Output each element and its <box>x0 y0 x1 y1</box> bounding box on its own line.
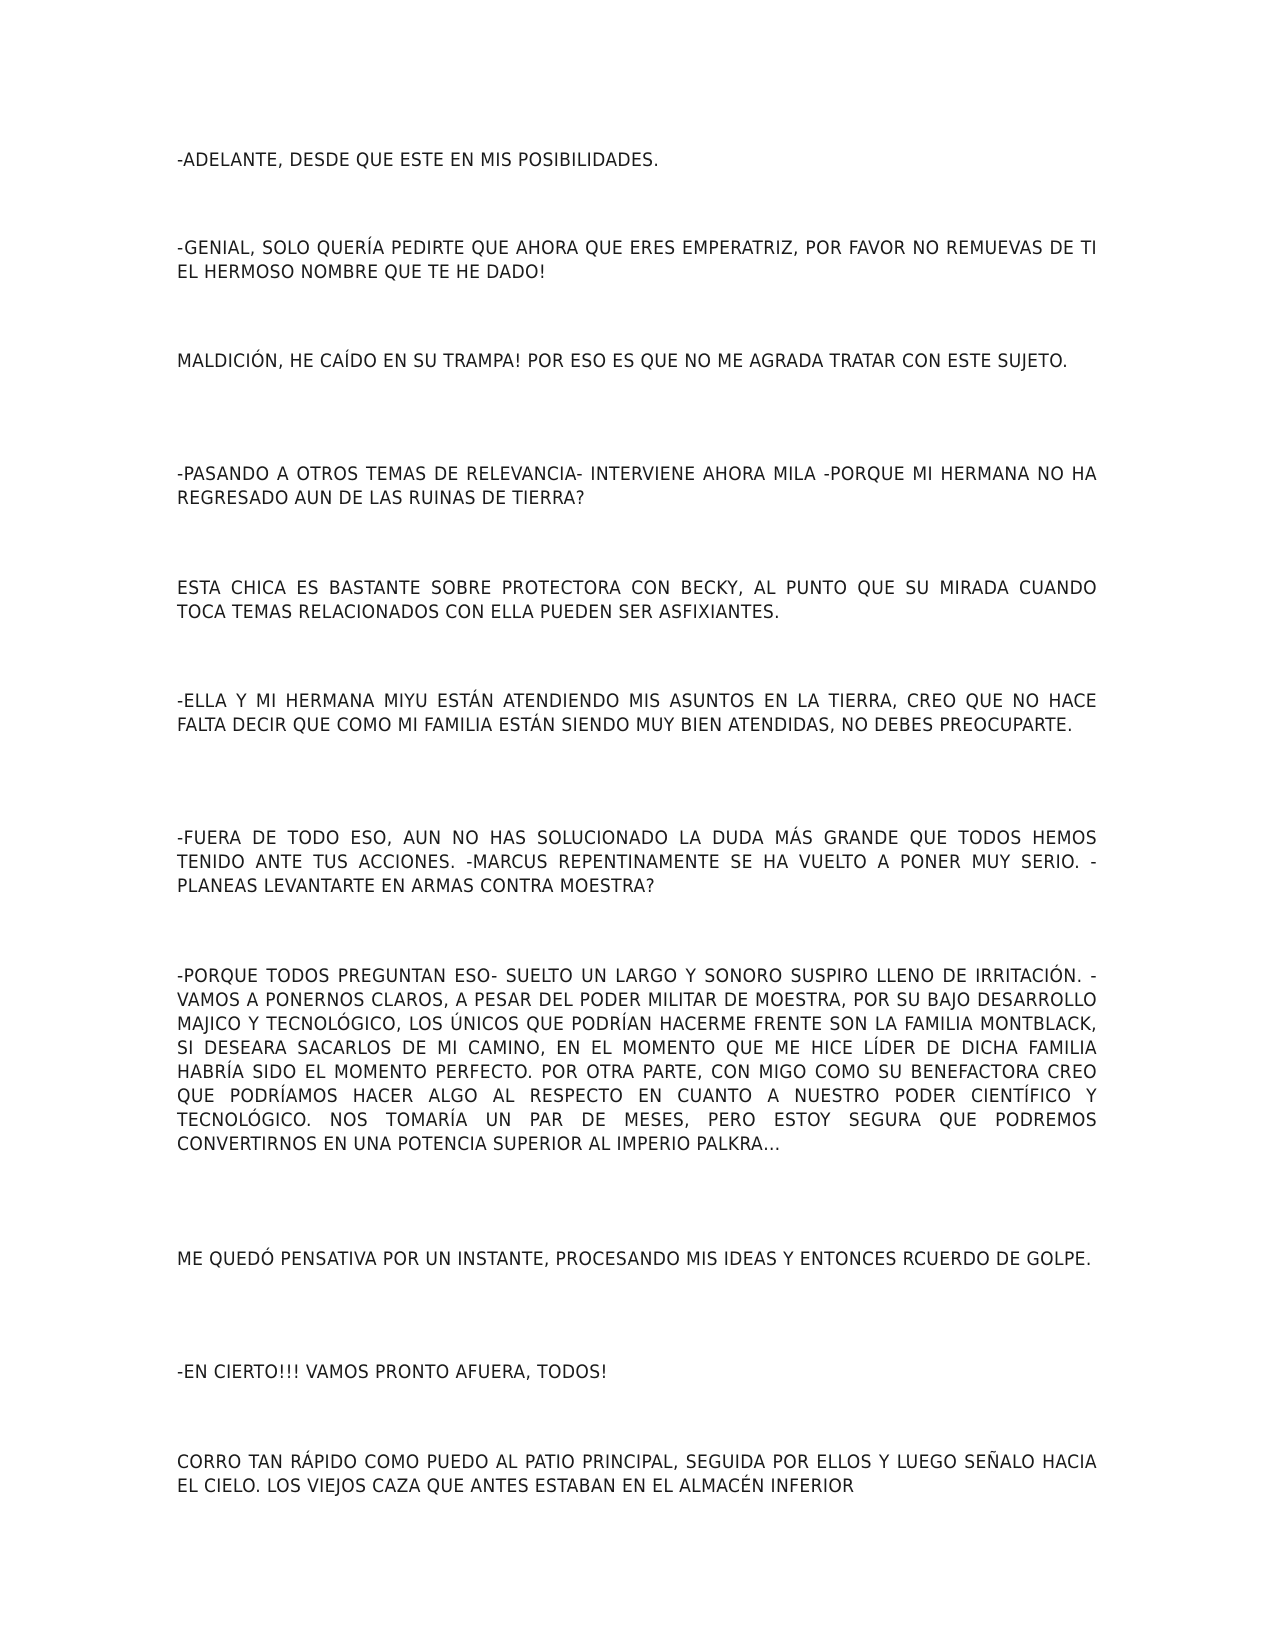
paragraph-10: -EN CIERTO!!! VAMOS PRONTO AFUERA, TODOS! <box>177 1361 608 1383</box>
paragraph-7: -FUERA DE TODO ESO, AUN NO HAS SOLUCIONADO LA DUDA MÁS GRANDE QUE TODOS HEMOS TENIDO ANTE TUS ACCIONES. -MARCUS REPENTINAMENTE SE HA VUELTO A PONER MUY SERIO. -PLANEAS LEVANTARTE EN ARMAS CONTRA MOESTRA? <box>177 827 1097 897</box>
paragraph-6: -ELLA Y MI HERMANA MIYU ESTÁN ATENDIENDO MIS ASUNTOS EN LA TIERRA, CREO QUE NO HACE FALTA DECIR QUE COMO MI FAMILIA ESTÁN SIENDO MUY BIEN ATENDIDAS, NO DEBES PREOCUPARTE. <box>177 690 1097 736</box>
paragraph-11: CORRO TAN RÁPIDO COMO PUEDO AL PATIO PRINCIPAL, SEGUIDA POR ELLOS Y LUEGO SEÑALO HACIA EL CIELO. LOS VIEJOS CAZA QUE ANTES ESTABAN EN EL ALMACÉN INFERIOR <box>177 1451 1097 1497</box>
paragraph-9: ME QUEDÓ PENSATIVA POR UN INSTANTE, PROCESANDO MIS IDEAS Y ENTONCES RCUERDO DE GOLPE. <box>177 1248 1092 1270</box>
paragraph-3: MALDICIÓN, HE CAÍDO EN SU TRAMPA! POR ESO ES QUE NO ME AGRADA TRATAR CON ESTE SUJETO. <box>177 350 1069 372</box>
paragraph-2: -GENIAL, SOLO QUERÍA PEDIRTE QUE AHORA QUE ERES EMPERATRIZ, POR FAVOR NO REMUEVAS DE TI EL HERMOSO NOMBRE QUE TE HE DADO! <box>177 237 1097 283</box>
paragraph-8: -PORQUE TODOS PREGUNTAN ESO- SUELTO UN LARGO Y SONORO SUSPIRO LLENO DE IRRITACIÓN. -VAMOS A PONERNOS CLAROS, A PESAR DEL PODER MILITAR DE MOESTRA, POR SU BAJO DESARROLLO MAJICO Y TECNOLÓGICO, LOS ÚNICOS QUE PODRÍAN HACERME FRENTE SON LA FAMILIA MONTBLACK, SI DESEARA SACARLOS DE MI CAMINO, EN EL MOMENTO QUE ME HICE LÍDER DE DICHA FAMILIA HABRÍA SIDO EL MOMENTO PERFECTO. POR OTRA PARTE, CON MIGO COMO SU BENEFACTORA CREO QUE PODRÍAMOS HACER ALGO AL RESPECTO EN CUANTO A NUESTRO PODER CIENTÍFICO Y TECNOLÓGICO. NOS TOMARÍA UN PAR DE MESES, PERO ESTOY SEGURA QUE PODREMOS CONVERTIRNOS EN UNA POTENCIA SUPERIOR AL IMPERIO PALKRA… <box>177 965 1097 1155</box>
paragraph-5: ESTA CHICA ES BASTANTE SOBRE PROTECTORA CON BECKY, AL PUNTO QUE SU MIRADA CUANDO TOCA TEMAS RELACIONADOS CON ELLA PUEDEN SER ASFIXIANTES. <box>177 577 1097 623</box>
paragraph-1: -ADELANTE, DESDE QUE ESTE EN MIS POSIBILIDADES. <box>177 149 660 171</box>
paragraph-4: -PASANDO A OTROS TEMAS DE RELEVANCIA- INTERVIENE AHORA MILA -PORQUE MI HERMANA NO HA REGRESADO AUN DE LAS RUINAS DE TIERRA? <box>177 463 1097 509</box>
